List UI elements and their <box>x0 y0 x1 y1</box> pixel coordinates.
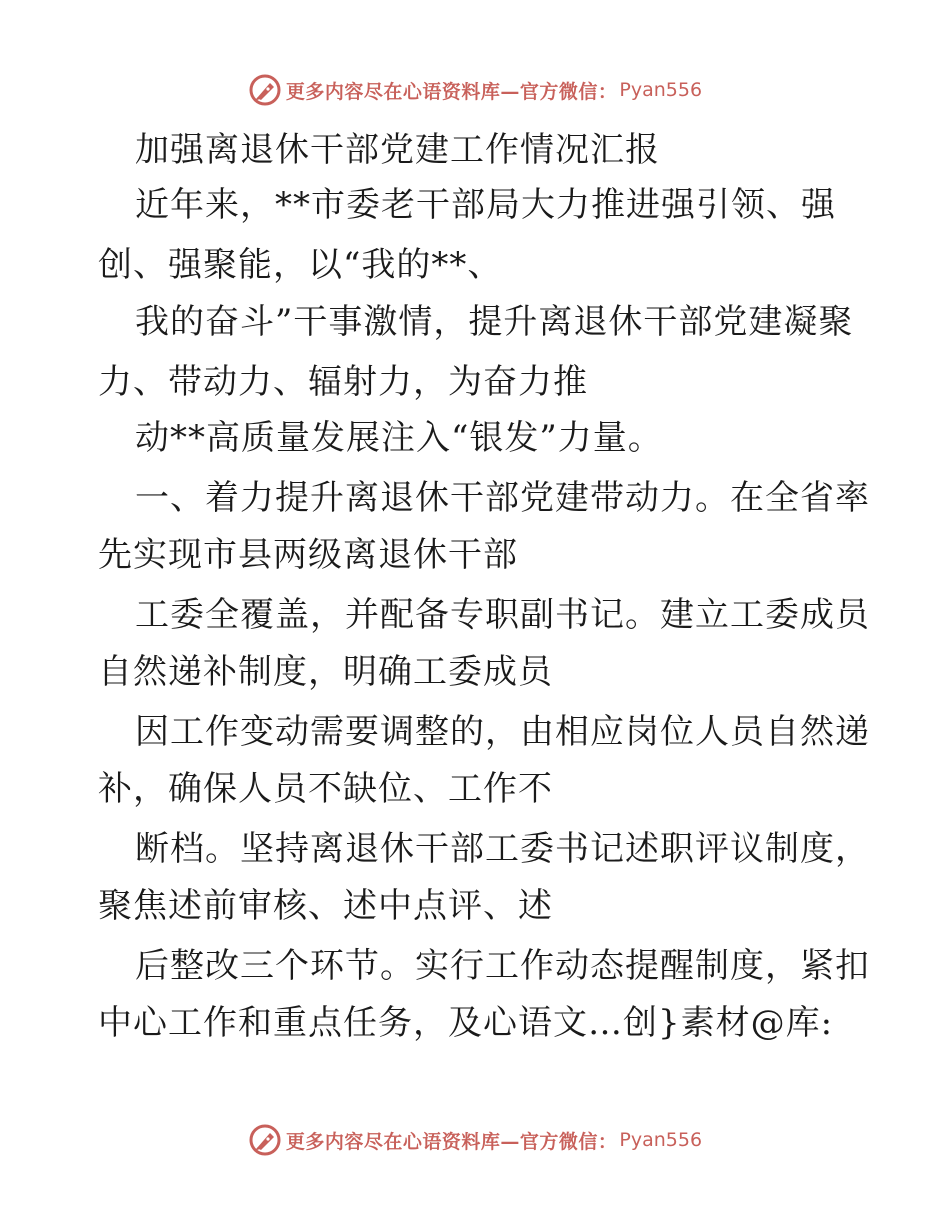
paragraph-line: 补，确保人员不缺位、工作不 <box>98 769 553 809</box>
watermark-contact: Pyan556 <box>619 79 703 101</box>
pen-nib-logo <box>248 1123 282 1157</box>
paragraph-line: 自然递补制度，明确工委成员 <box>98 652 553 692</box>
paragraph-line: 断档。坚持离退休干部工委书记述职评议制度， <box>135 829 870 869</box>
watermark-text: 更多内容尽在心语资料库—官方微信： <box>285 80 618 103</box>
watermark-contact: Pyan556 <box>619 1129 703 1151</box>
paragraph-line: 我的奋斗”干事激情，提升离退休干部党建凝聚 <box>135 302 854 342</box>
pen-nib-logo <box>248 73 282 107</box>
paragraph-line: 因工作变动需要调整的，由相应岗位人员自然递 <box>135 712 870 752</box>
paragraph-line: 一、着力提升离退休干部党建带动力。在全省率 <box>135 478 870 518</box>
footer-watermark <box>0 1120 950 1160</box>
paragraph-line: 力、带动力、辐射力，为奋力推 <box>98 362 588 402</box>
header-watermark <box>0 70 950 110</box>
paragraph-line: 工委全覆盖，并配备专职副书记。建立工委成员 <box>135 595 870 635</box>
paragraph-line: 创、强聚能，以“我的**、 <box>98 245 503 285</box>
watermark-text: 更多内容尽在心语资料库—官方微信： <box>285 1130 618 1153</box>
paragraph-line: 先实现市县两级离退休干部 <box>98 535 518 575</box>
paragraph-line: 聚焦述前审核、述中点评、述 <box>98 886 553 926</box>
paragraph-line: 后整改三个环节。实行工作动态提醒制度，紧扣 <box>135 946 870 986</box>
paragraph-line: 中心工作和重点任务，及心语文…创}素材@库: <box>98 1003 834 1043</box>
document-title: 加强离退休干部党建工作情况汇报 <box>135 130 660 170</box>
paragraph-line: 动**高质量发展注入“银发”力量。 <box>135 418 663 458</box>
paragraph-line: 近年来，**市委老干部局大力推进强引领、强 <box>135 185 836 225</box>
